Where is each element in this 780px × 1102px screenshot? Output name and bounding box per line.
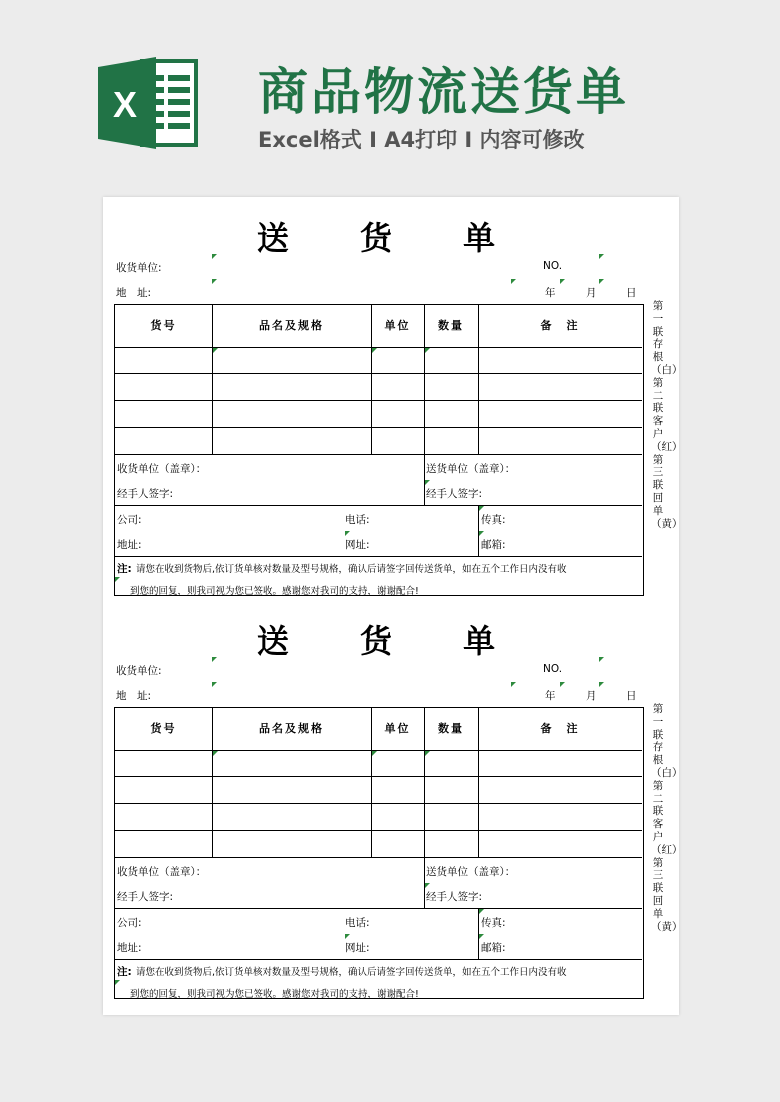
- copy-colors-note: 第一联存根（白）第二联客户（红）第三联回单（黄）: [651, 300, 683, 530]
- column-header: 备 注: [540, 319, 580, 332]
- cell-marker: [213, 751, 218, 756]
- sender-stamp-label: 送货单位（盖章）：: [426, 866, 516, 878]
- receiver-stamp-label: 收货单位（盖章）：: [117, 463, 207, 475]
- cell-marker: [115, 980, 120, 985]
- column-header: 备 注: [540, 722, 580, 735]
- website-label: 网址:: [345, 539, 370, 551]
- fax-label: 传真:: [481, 917, 506, 929]
- website-label: 网址:: [345, 942, 370, 954]
- cell-marker: [511, 279, 516, 284]
- company-label: 公司:: [117, 917, 142, 929]
- excel-logo-icon: [98, 55, 200, 151]
- column-header: 单位: [384, 319, 411, 332]
- cell-marker: [479, 506, 484, 511]
- note-line-2: 到您的回复，则我司视为您已签收。感谢您对我司的支持，谢谢配合!: [130, 586, 419, 597]
- cell-marker: [372, 751, 377, 756]
- cell-marker: [425, 348, 430, 353]
- cell-marker: [212, 279, 217, 284]
- cell-marker: [115, 577, 120, 582]
- cell-marker: [212, 657, 217, 662]
- cell-marker: [425, 883, 430, 888]
- address-label: 地 址:: [116, 690, 152, 702]
- postcode-label: 邮箱:: [481, 539, 506, 551]
- cell-marker: [479, 934, 484, 939]
- year-label: 年: [545, 287, 556, 299]
- form-title: 送 货 单: [256, 219, 526, 257]
- cell-marker: [479, 909, 484, 914]
- cell-marker: [479, 531, 484, 536]
- copy-colors-note: 第一联存根（白）第二联客户（红）第三联回单（黄）: [651, 703, 683, 933]
- delivery-form-1: [103, 197, 683, 602]
- receiver-stamp-label: 收货单位（盖章）：: [117, 866, 207, 878]
- column-header: 数量: [438, 319, 464, 332]
- address-label: 地 址:: [116, 287, 152, 299]
- delivery-form-2: [103, 600, 683, 1005]
- form-title: 送 货 单: [256, 622, 526, 660]
- goods-table: [114, 304, 644, 596]
- cell-marker: [599, 254, 604, 259]
- number-label: NO.: [543, 260, 563, 272]
- cell-marker: [213, 348, 218, 353]
- note-label: 注:: [117, 966, 132, 978]
- column-header: 数量: [438, 722, 464, 735]
- sender-handler-label: 经手人签字:: [426, 488, 483, 500]
- column-header: 品名及规格: [259, 722, 324, 735]
- page-subtitle: Excel格式 I A4打印 I 内容可修改: [258, 128, 585, 152]
- column-header: 货号: [150, 722, 177, 735]
- cell-marker: [560, 682, 565, 687]
- cell-marker: [345, 934, 350, 939]
- column-header: 品名及规格: [259, 319, 324, 332]
- cell-marker: [599, 682, 604, 687]
- fax-label: 传真:: [481, 514, 506, 526]
- phone-label: 电话:: [345, 917, 370, 929]
- note-line-2: 到您的回复，则我司视为您已签收。感谢您对我司的支持，谢谢配合!: [130, 989, 419, 1000]
- receiver-label: 收货单位:: [116, 262, 162, 274]
- cell-marker: [345, 531, 350, 536]
- postcode-label: 邮箱:: [481, 942, 506, 954]
- addr-label: 地址:: [117, 539, 142, 551]
- day-label: 日: [626, 287, 637, 299]
- receiver-handler-label: 经手人签字:: [117, 488, 174, 500]
- note-line-1: 请您在收到货物后,依订货单核对数量及型号规格，确认后请签字回传送货单，如在五个工作日内没有收: [136, 564, 567, 575]
- sender-handler-label: 经手人签字:: [426, 891, 483, 903]
- cell-marker: [212, 682, 217, 687]
- logo-letter: X: [112, 84, 138, 125]
- month-label: 月: [586, 690, 597, 702]
- page-title: 商品物流送货单: [258, 63, 629, 121]
- receiver-handler-label: 经手人签字:: [117, 891, 174, 903]
- year-label: 年: [545, 690, 556, 702]
- cell-marker: [599, 279, 604, 284]
- column-header: 货号: [150, 319, 177, 332]
- phone-label: 电话:: [345, 514, 370, 526]
- cell-marker: [372, 348, 377, 353]
- cell-marker: [599, 657, 604, 662]
- day-label: 日: [626, 690, 637, 702]
- number-label: NO.: [543, 663, 563, 675]
- company-label: 公司:: [117, 514, 142, 526]
- note-line-1: 请您在收到货物后,依订货单核对数量及型号规格，确认后请签字回传送货单，如在五个工作日内没有收: [136, 967, 567, 978]
- addr-label: 地址:: [117, 942, 142, 954]
- cell-marker: [560, 279, 565, 284]
- sender-stamp-label: 送货单位（盖章）：: [426, 463, 516, 475]
- goods-table: [114, 707, 644, 999]
- note-label: 注:: [117, 563, 132, 575]
- cell-marker: [212, 254, 217, 259]
- cell-marker: [425, 751, 430, 756]
- cell-marker: [425, 480, 430, 485]
- document-sheet: [103, 197, 683, 1015]
- column-header: 单位: [384, 722, 411, 735]
- cell-marker: [511, 682, 516, 687]
- receiver-label: 收货单位:: [116, 665, 162, 677]
- month-label: 月: [586, 287, 597, 299]
